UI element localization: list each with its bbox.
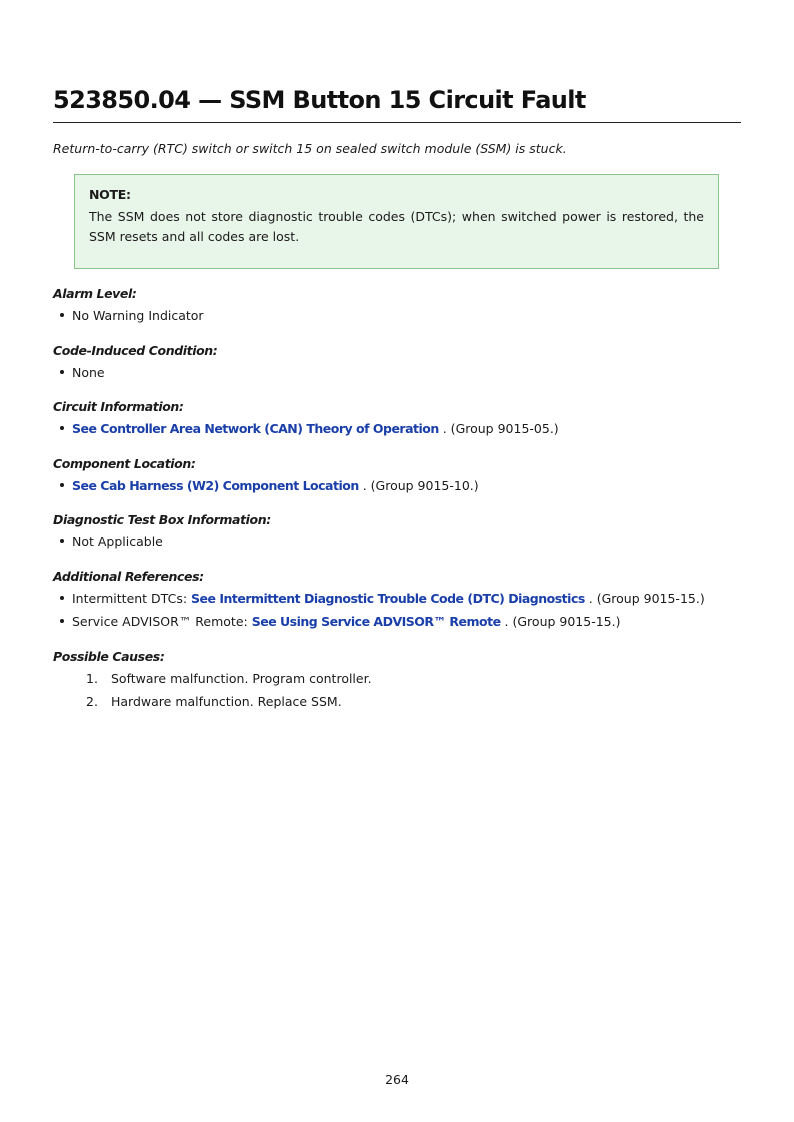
additional-refs-label: Additional References: bbox=[53, 569, 204, 584]
alarm-level-section bbox=[53, 286, 741, 327]
component-location-item bbox=[53, 474, 741, 497]
title-divider bbox=[53, 122, 741, 123]
cause-text: Software malfunction. Program controller. bbox=[111, 671, 372, 686]
test-box-section bbox=[53, 512, 741, 553]
fault-summary: Return-to-carry (RTC) switch or switch 15 on sealed switch module (SSM) is stuck. bbox=[53, 141, 567, 156]
page-number: 264 bbox=[385, 1072, 409, 1087]
circuit-info-group: . (Group 9015-05.) bbox=[438, 421, 559, 436]
circuit-info-item bbox=[53, 417, 741, 440]
note-box bbox=[74, 174, 719, 269]
test-box-item: Not Applicable bbox=[53, 530, 741, 553]
additional-ref-prefix: Intermittent DTCs: bbox=[72, 591, 192, 606]
cause-number: 2. bbox=[86, 694, 98, 709]
component-location-section bbox=[53, 456, 741, 497]
cause-number: 1. bbox=[86, 671, 98, 686]
circuit-info-section bbox=[53, 399, 741, 440]
component-location-label: Component Location: bbox=[53, 456, 196, 471]
code-induced-section bbox=[53, 343, 741, 384]
note-body: The SSM does not store diagnostic trouble codes (DTCs); when switched power is restored, the SSM resets and all codes are lost. bbox=[89, 209, 704, 244]
additional-refs-section bbox=[53, 569, 741, 633]
additional-ref-item bbox=[53, 587, 741, 610]
additional-ref-group: . (Group 9015-15.) bbox=[500, 614, 621, 629]
component-location-link[interactable]: See Cab Harness (W2) Component Location bbox=[72, 478, 359, 493]
alarm-level-label: Alarm Level: bbox=[53, 286, 137, 301]
note-title: NOTE: bbox=[89, 187, 131, 202]
component-location-group: . (Group 9015-10.) bbox=[358, 478, 479, 493]
additional-ref-prefix: Service ADVISOR™ Remote: bbox=[72, 614, 252, 629]
test-box-label: Diagnostic Test Box Information: bbox=[53, 512, 271, 527]
possible-causes-section bbox=[53, 649, 741, 713]
cause-text: Hardware malfunction. Replace SSM. bbox=[111, 694, 342, 709]
additional-ref-item bbox=[53, 610, 741, 633]
circuit-info-label: Circuit Information: bbox=[53, 399, 184, 414]
intermittent-dtc-link[interactable]: See Intermittent Diagnostic Trouble Code (DTC) Diagnostics bbox=[191, 591, 585, 606]
additional-ref-group: . (Group 9015-15.) bbox=[584, 591, 705, 606]
service-advisor-link[interactable]: See Using Service ADVISOR™ Remote bbox=[251, 614, 501, 629]
cause-item bbox=[53, 667, 741, 690]
cause-item bbox=[53, 690, 741, 713]
possible-causes-label: Possible Causes: bbox=[53, 649, 165, 664]
code-induced-label: Code-Induced Condition: bbox=[53, 343, 218, 358]
code-induced-item: None bbox=[53, 361, 741, 384]
circuit-info-link[interactable]: See Controller Area Network (CAN) Theory of Operation bbox=[72, 421, 439, 436]
page-title: 523850.04 — SSM Button 15 Circuit Fault bbox=[53, 86, 586, 114]
alarm-level-item: No Warning Indicator bbox=[53, 304, 741, 327]
